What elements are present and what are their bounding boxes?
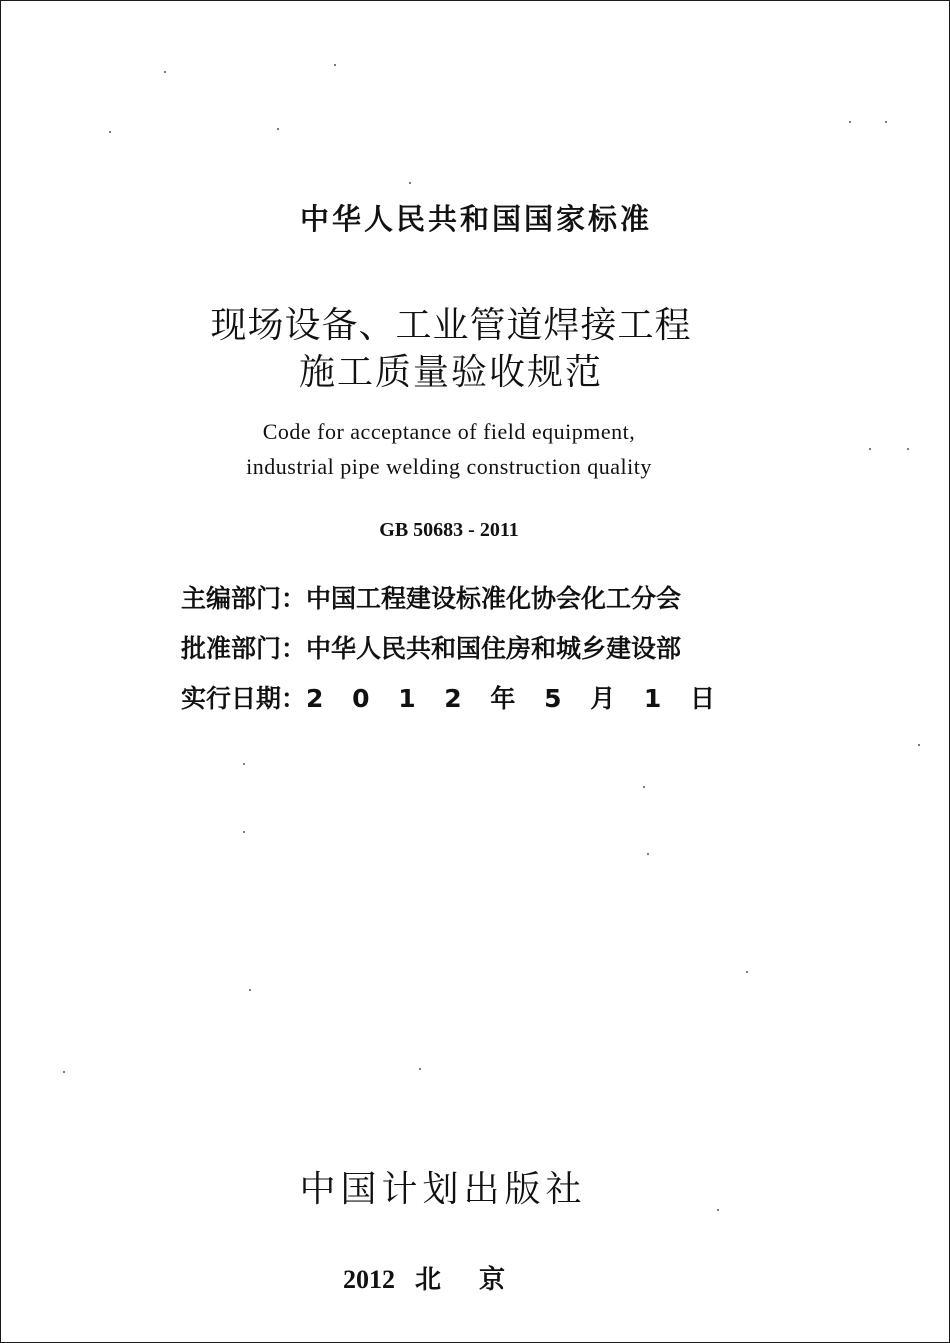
scan-speck — [243, 763, 245, 765]
scan-speck — [918, 744, 920, 746]
editor-department-row — [181, 579, 681, 615]
effective-date-row — [181, 679, 721, 715]
publication-year: 2012 — [342, 1265, 395, 1294]
scan-speck — [907, 448, 909, 450]
scan-speck — [419, 1068, 421, 1070]
scan-speck — [643, 786, 645, 788]
scan-speck — [277, 128, 279, 130]
title-zh-line-1: 现场设备、工业管道焊接工程 — [210, 305, 692, 346]
scan-speck — [63, 1071, 65, 1073]
title-zh-line-2: 施工质量验收规范 — [298, 352, 603, 393]
title-en-line-1: Code for acceptance of field equipment, — [262, 419, 636, 444]
scan-speck — [849, 121, 851, 123]
standard-code: GB 50683 - 2011 — [379, 519, 519, 541]
scan-speck — [249, 989, 251, 991]
publication-line — [1, 1259, 885, 1296]
scan-speck — [243, 831, 245, 833]
publisher-name: 中国计划出版社 — [299, 1169, 587, 1210]
scan-speck — [717, 1209, 719, 1211]
publication-city: 北京 — [414, 1265, 543, 1295]
title-en-line-2: industrial pipe welding construction quality — [246, 454, 652, 479]
scan-speck — [164, 71, 166, 73]
scan-speck — [109, 131, 111, 133]
standard-type-heading: 中华人民共和国国家标准 — [299, 202, 652, 236]
approver-department-label: 批准部门： — [181, 634, 307, 663]
scan-speck — [647, 853, 649, 855]
approver-department-row — [181, 629, 681, 665]
scan-speck — [334, 64, 336, 66]
scan-speck — [746, 971, 748, 973]
effective-date-label: 实行日期： — [181, 684, 307, 713]
effective-date-value: 2 0 1 2 年 5 月 1 日 — [306, 684, 722, 713]
approver-department-value: 中华人民共和国住房和城乡建设部 — [306, 634, 682, 663]
editor-department-value: 中国工程建设标准化协会化工分会 — [306, 584, 682, 613]
scan-speck — [409, 182, 411, 184]
scan-speck — [869, 448, 871, 450]
editor-department-label: 主编部门： — [181, 584, 307, 613]
scan-speck — [885, 121, 887, 123]
